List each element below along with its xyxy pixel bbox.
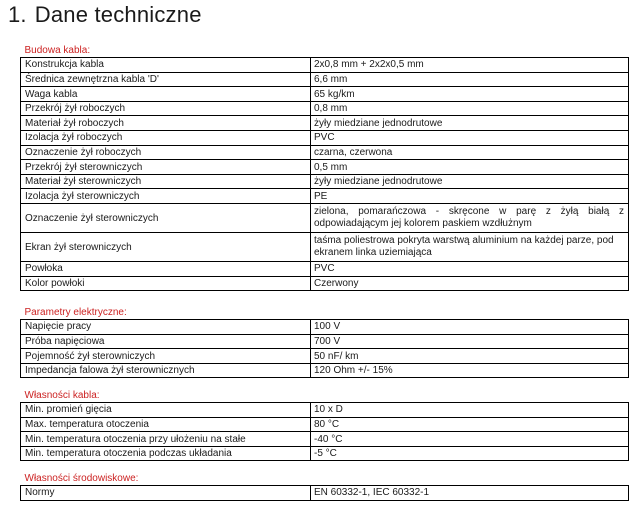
row-value: 100 V: [311, 320, 629, 335]
row-value: -40 °C: [311, 432, 629, 447]
row-value: 2x0,8 mm + 2x2x0,5 mm: [311, 58, 629, 73]
row-value: 50 nF/ km: [311, 349, 629, 364]
row-label: Min. temperatura otoczenia podczas układania: [21, 446, 311, 461]
row-value: 10 x D: [311, 403, 629, 418]
table-row: [21, 116, 629, 131]
table-row: [21, 174, 629, 189]
table-row: [21, 417, 629, 432]
table-row: [21, 72, 629, 87]
row-label: Przekrój żył roboczych: [21, 101, 311, 116]
row-label: Min. promień gięcia: [21, 403, 311, 418]
row-value: żyły miedziane jednodrutowe: [311, 116, 629, 131]
table-wlasnosci-srodowiskowe: [20, 471, 629, 501]
section-heading-wlasnosci: Własności kabla:: [21, 388, 629, 403]
table-row: [21, 262, 629, 277]
row-label: Izolacja żył sterowniczych: [21, 189, 311, 204]
row-label: Próba napięciowa: [21, 334, 311, 349]
row-value: żyły miedziane jednodrutowe: [311, 174, 629, 189]
row-label: Kolor powłoki: [21, 276, 311, 291]
row-label: Powłoka: [21, 262, 311, 277]
table-row: [21, 276, 629, 291]
row-label: Średnica zewnętrzna kabla 'D': [21, 72, 311, 87]
table-row: [21, 87, 629, 102]
row-value: 0,8 mm: [311, 101, 629, 116]
row-value: 700 V: [311, 334, 629, 349]
row-label: Min. temperatura otoczenia przy ułożeniu na stałe: [21, 432, 311, 447]
table-row: [21, 349, 629, 364]
table-budowa-kabla: [20, 43, 629, 291]
row-value: czarna, czerwona: [311, 145, 629, 160]
section-heading-row: [21, 388, 629, 403]
row-label: Normy: [21, 486, 311, 501]
title-text: Dane techniczne: [34, 2, 202, 27]
table-row: [21, 160, 629, 175]
table-row: [21, 486, 629, 501]
table-wlasnosci-kabla: [20, 388, 629, 461]
row-value: 120 Ohm +/- 15%: [311, 363, 629, 378]
section-heading-row: [21, 471, 629, 486]
row-label: Waga kabla: [21, 87, 311, 102]
table-row: [21, 334, 629, 349]
row-value: 65 kg/km: [311, 87, 629, 102]
row-value: PVC: [311, 262, 629, 277]
row-label: Pojemność żył sterowniczych: [21, 349, 311, 364]
row-value: EN 60332-1, IEC 60332-1: [311, 486, 629, 501]
row-label: Izolacja żył roboczych: [21, 131, 311, 146]
table-row: [21, 101, 629, 116]
table-row: [21, 446, 629, 461]
table-row: [21, 131, 629, 146]
row-label: Przekrój żył sterowniczych: [21, 160, 311, 175]
table-parametry-elektryczne: [20, 305, 629, 378]
table-row: [21, 363, 629, 378]
section-heading-row: [21, 305, 629, 320]
row-value: zielona, pomarańczowa - skręcone w parę z żyłą białą z odpowiadającym jej kolorem paskiem wzdłużnym: [311, 204, 629, 233]
row-value: taśma poliestrowa pokryta warstwą aluminium na każdej parze, pod ekranem linka uziemiająca: [311, 233, 629, 262]
title-number: 1.: [8, 2, 27, 27]
row-label: Konstrukcja kabla: [21, 58, 311, 73]
row-label: Materiał żył sterowniczych: [21, 174, 311, 189]
table-row: [21, 204, 629, 233]
table-row: [21, 189, 629, 204]
table-row: [21, 233, 629, 262]
row-label: Ekran żył sterowniczych: [21, 233, 311, 262]
section-heading-srodowiskowe: Własności środowiskowe:: [21, 471, 629, 486]
section-heading-elektryczne: Parametry elektryczne:: [21, 305, 629, 320]
table-row: [21, 320, 629, 335]
row-label: Oznaczenie żył roboczych: [21, 145, 311, 160]
table-row: [21, 403, 629, 418]
row-value: 6,6 mm: [311, 72, 629, 87]
row-label: Oznaczenie żył sterowniczych: [21, 204, 311, 233]
row-value: 0,5 mm: [311, 160, 629, 175]
row-value: -5 °C: [311, 446, 629, 461]
row-label: Max. temperatura otoczenia: [21, 417, 311, 432]
row-label: Napięcie pracy: [21, 320, 311, 335]
table-row: [21, 58, 629, 73]
row-label: Materiał żył roboczych: [21, 116, 311, 131]
table-row: [21, 432, 629, 447]
row-value: PVC: [311, 131, 629, 146]
row-value: 80 °C: [311, 417, 629, 432]
row-value: PE: [311, 189, 629, 204]
row-label: Impedancja falowa żył sterownicznych: [21, 363, 311, 378]
section-heading-budowa: Budowa kabla:: [21, 43, 629, 58]
document-title: [8, 2, 202, 28]
table-row: [21, 145, 629, 160]
section-heading-row: [21, 43, 629, 58]
row-value: Czerwony: [311, 276, 629, 291]
